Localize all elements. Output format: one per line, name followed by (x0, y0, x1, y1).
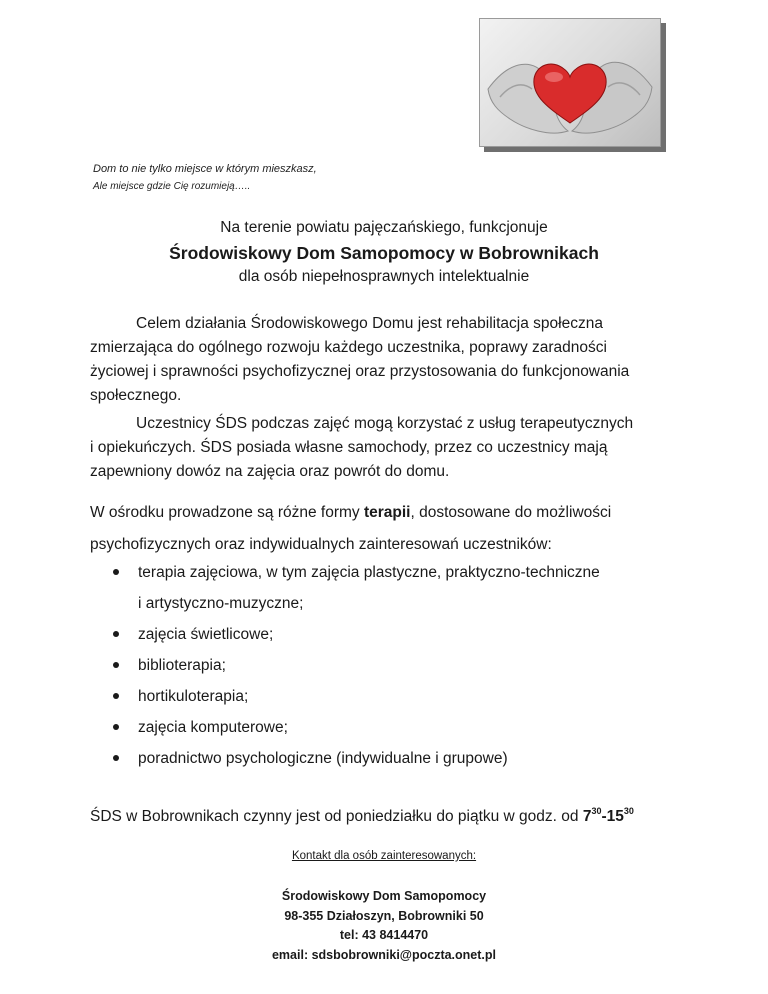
paragraph-line: zapewniony dowóz na zajęcia oraz powrót do domu. (90, 463, 450, 480)
hands-holding-heart-icon (480, 19, 660, 146)
opening-hours (90, 806, 634, 826)
list-item-text: biblioterapia; (138, 657, 226, 674)
therapy-keyword: terapii (363, 504, 411, 521)
paragraph-line: i opiekuńczych. ŚDS posiada własne samochody, przez co uczestnicy mają (90, 439, 608, 456)
contact-block (0, 887, 768, 965)
paragraph-line: życiowej i sprawności psychofizycznej oraz przystosowania do funkcjonowania (90, 363, 630, 380)
bullet-icon (113, 662, 119, 668)
time-dash: - (601, 808, 607, 825)
paragraph-text: W ośrodku prowadzone są różne formy (90, 504, 364, 521)
paragraph-line: psychofizycznych oraz indywidualnych zainteresowań uczestników: (90, 536, 552, 553)
paragraph-line: zmierzająca do ogólnego rozwoju każdego uczestnika, poprawy zaradności (90, 339, 607, 356)
therapy-list (110, 557, 600, 774)
intro-line-1: Na terenie powiatu pajęczańskiego, funkcjonuje (220, 219, 548, 236)
paragraph-therapies-intro (90, 497, 690, 561)
bullet-icon (113, 569, 119, 575)
list-item-text: hortikuloterapia; (138, 688, 249, 705)
list-item (110, 557, 600, 619)
opening-hours-text: ŚDS w Bobrownikach czynny jest od poniedziałku do piątku w godz. od (90, 808, 583, 825)
bullet-icon (113, 631, 119, 637)
list-item (110, 619, 600, 650)
motto-line-1: Dom to nie tylko miejsce w którym mieszkasz, (93, 163, 317, 175)
list-item (110, 712, 600, 743)
start-hour: 7 (582, 808, 592, 825)
list-item (110, 681, 600, 712)
end-hour: 15 (606, 808, 624, 825)
bullet-icon (113, 755, 119, 761)
paragraph-line: Celem działania Środowiskowego Domu jest rehabilitacja społeczna (136, 315, 603, 332)
start-minutes: 30 (591, 806, 602, 816)
list-item-text: terapia zajęciowa, w tym zajęcia plastyczne, praktyczno-techniczne (138, 564, 600, 581)
list-item-text: zajęcia komputerowe; (138, 719, 288, 736)
end-minutes: 30 (623, 806, 634, 816)
list-item (110, 650, 600, 681)
contact-email: email: sdsbobrowniki@poczta.onet.pl (271, 947, 497, 962)
contact-phone: tel: 43 8414470 (339, 928, 429, 942)
contact-name: Środowiskowy Dom Samopomocy (281, 889, 487, 903)
list-item (110, 743, 600, 774)
paragraph-line: społecznego. (90, 387, 182, 404)
paragraph-purpose (90, 312, 690, 408)
motto-line-2: Ale miejsce gdzie Cię rozumieją….. (93, 181, 251, 192)
page-title: Środowiskowy Dom Samopomocy w Bobrownikach (169, 243, 599, 263)
paragraph-text: , dostosowane do możliwości (410, 504, 612, 521)
motto (93, 160, 317, 196)
list-item-text: poradnictwo psychologiczne (indywidualne i grupowe) (138, 750, 508, 767)
paragraph-participants (90, 412, 690, 484)
intro-line-2: dla osób niepełnosprawnych intelektualnie (238, 268, 530, 285)
list-item-text: zajęcia świetlicowe; (138, 626, 274, 643)
list-item-text: i artystyczno-muzyczne; (138, 595, 304, 612)
bullet-icon (113, 724, 119, 730)
hands-holding-heart-photo (479, 18, 661, 147)
opening-hours-time (583, 808, 634, 825)
paragraph-line: Uczestnicy ŚDS podczas zajęć mogą korzystać z usług terapeutycznych (136, 415, 634, 432)
bullet-icon (113, 693, 119, 699)
contact-label: Kontakt dla osób zainteresowanych: (291, 850, 477, 862)
contact-address: 98-355 Działoszyn, Bobrowniki 50 (284, 908, 484, 923)
